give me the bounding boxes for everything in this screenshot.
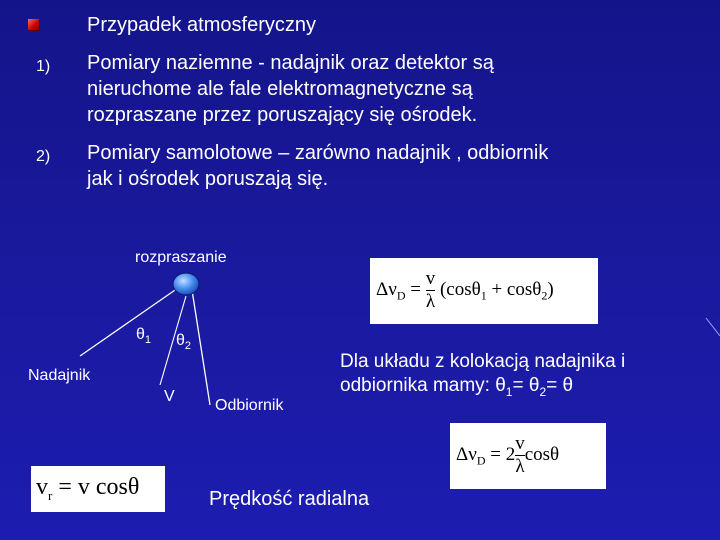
- slide-heading: Przypadek atmosferyczny: [87, 14, 316, 36]
- theta2-label: $\theta_2$: [176, 332, 192, 353]
- transmitter-label: Nadajnik: [28, 367, 91, 384]
- colocation-line-2: odbiornika mamy: $\theta_1= \theta_2= \theta$: [340, 375, 574, 399]
- colocated-formula: $\Delta\nu_D = 2$ $\frac{v}{\lambda}$ cosθ: [456, 433, 560, 477]
- velocity-label: V: [164, 388, 175, 405]
- scattering-particle: [173, 273, 199, 295]
- incident-ray: [80, 288, 178, 356]
- list-item-2-line-2: jak i ośrodek poruszają się.: [87, 168, 329, 190]
- radial-formula-box: [31, 466, 165, 512]
- radial-speed-label: Prędkość radialna: [209, 488, 370, 510]
- list-number-2: 2): [36, 148, 51, 165]
- radial-formula: $v_r = v$ cosθ: [36, 474, 140, 503]
- doppler-fraction: $\frac{v}{\lambda}$: [425, 268, 436, 312]
- colocated-formula-box: [450, 423, 606, 489]
- receiver-label: Odbiornik: [215, 397, 284, 414]
- list-item-1-line-3: rozpraszane przez poruszający się ośrodek.: [87, 104, 478, 126]
- colocated-fraction: $\frac{v}{\lambda}$: [515, 433, 525, 477]
- theta1-label: $\theta_1$: [136, 326, 152, 347]
- list-number-1: 1): [36, 58, 51, 75]
- doppler-formula: $\Delta\nu_D$ = $\frac{v}{\lambda}$ (cosθ$_1$ + cosθ$_2$): [376, 268, 554, 312]
- colocation-text: [340, 350, 625, 404]
- scattering-label: rozpraszanie: [135, 249, 227, 266]
- list-item-1-line-1: Pomiary naziemne - nadajnik oraz detektor są: [87, 52, 494, 74]
- list-item-1-line-2: nieruchome ale fale elektromagnetyczne są: [87, 78, 473, 100]
- scattered-ray: [192, 290, 210, 405]
- list-item-2-line-1: Pomiary samolotowe – zarówno nadajnik , odbiornik: [87, 142, 549, 164]
- colocation-line-1: Dla układu z kolokacją nadajnika i: [340, 351, 626, 372]
- doppler-formula-box: [370, 258, 598, 324]
- edge-mark: [706, 318, 720, 336]
